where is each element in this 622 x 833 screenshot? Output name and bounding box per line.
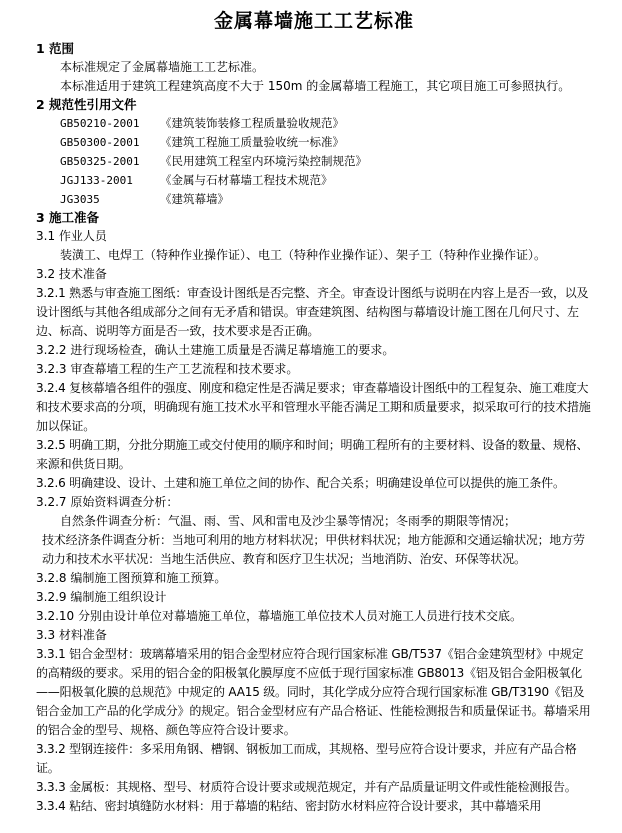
reference-item <box>36 190 592 209</box>
clause-3-2-7: 3.2.7 原始资料调查分析： <box>36 495 179 509</box>
clause-3-2-6: 3.2.6 明确建设、设计、土建和施工单位之间的协作、配合关系；明确建设单位可以提供的施工条件。 <box>36 476 565 490</box>
clause-3-3-4: 3.3.4 粘结、密封填缝防水材料：用于幕墙的粘结、密封防水材料应符合设计要求，其中幕墙采用 <box>36 799 542 813</box>
section-2-heading: 2 规范性引用文件 <box>36 97 137 112</box>
reference-code: JG3035 <box>60 193 100 206</box>
section-3-1-text: 装潢工、电焊工（特种作业操作证）、电工（特种作业操作证）、架子工（特种作业操作证）。 <box>60 248 547 262</box>
reference-name: 《民用建筑工程室内环境污染控制规范》 <box>160 154 367 168</box>
section-3-1-heading: 3.1 作业人员 <box>36 229 107 243</box>
reference-item <box>36 171 592 190</box>
reference-name: 《建筑装饰装修工程质量验收规范》 <box>160 116 344 130</box>
clause-3-3-1: 3.3.1 铝合金型材：玻璃幕墙采用的铝合金型材应符合现行国家标准 GB/T537《铝合金建筑型材》中规定的高精级的要求。采用的铝合金的阳极氧化膜厚度不应低于现行国家标准 GB8013《铝及铝合金阳极氧化——阳极氧化膜的总规范》中规定的 AA15 级。同时，其化学成分应符合现行国家标准 GB/T3190《铝及铝合金加工产品的化学成分》的规定。铝合金型材应有产品合格证、性能检测报告和质量保证书。幕墙采用的铝合金的型号、规格、颜色等应符合设计要求。 <box>36 647 591 737</box>
section-1-paragraph-1: 本标准规定了金属幕墙施工工艺标准。 <box>60 60 265 74</box>
clause-3-2-8: 3.2.8 编制施工图预算和施工预算。 <box>36 571 227 585</box>
reference-code: GB50325-2001 <box>60 155 140 168</box>
reference-name: 《金属与石材幕墙工程技术规范》 <box>160 173 333 187</box>
section-1-heading: 1 范围 <box>36 41 75 56</box>
section-3-heading: 3 施工准备 <box>36 210 100 225</box>
clause-3-2-1: 3.2.1 熟悉与审查施工图纸：审查设计图纸是否完整、齐全。审查设计图纸与说明在内容上是否一致，以及设计图纸与其他各组成部分之间有无矛盾和错误。审查建筑图、结构图与幕墙设计施工图在几何尺寸、左边、标高、说明等方面是否一致，技术要求是否正确。 <box>36 286 589 338</box>
section-1-paragraph-2: 本标准适用于建筑工程建筑高度不大于 150m 的金属幕墙工程施工，其它项目施工可参照执行。 <box>60 79 571 93</box>
reference-code: JGJ133-2001 <box>60 174 133 187</box>
reference-code: GB50210-2001 <box>60 117 140 130</box>
reference-code: GB50300-2001 <box>60 136 140 149</box>
reference-item <box>36 152 592 171</box>
reference-list <box>36 114 592 209</box>
clause-3-2-7-technical-economic: 技术经济条件调查分析：当地可利用的地方材料状况；甲供材料状况；地方能源和交通运输状况；地方劳动力和技术水平状况：当地生活供应、教育和医疗卫生状况；当地消防、治安、环保等状况。 <box>42 533 585 566</box>
clause-3-2-7-natural-conditions: 自然条件调查分析：气温、雨、雪、风和雷电及沙尘暴等情况；冬雨季的期限等情况； <box>60 514 517 528</box>
clause-3-2-5: 3.2.5 明确工期，分批分期施工或交付使用的顺序和时间；明确工程所有的主要材料、设备的数量、规格、来源和供货日期。 <box>36 438 589 471</box>
clause-3-2-9: 3.2.9 编制施工组织设计 <box>36 590 167 604</box>
section-3-2-heading: 3.2 技术准备 <box>36 267 107 281</box>
reference-item <box>36 114 592 133</box>
clause-3-3-2: 3.3.2 型钢连接件：多采用角钢、槽钢、钢板加工而成，其规格、型号应符合设计要求，并应有产品合格证。 <box>36 742 577 775</box>
section-3-3-heading: 3.3 材料准备 <box>36 628 107 642</box>
clause-3-2-4: 3.2.4 复核幕墙各组件的强度、刚度和稳定性是否满足要求；审查幕墙设计图纸中的工程复杂、施工难度大和技术要求高的分项，明确现有施工技术水平和管理水平能否满足工期和质量要求，拟采取可行的技术措施加以保证。 <box>36 381 591 433</box>
reference-item <box>36 133 592 152</box>
clause-3-2-10: 3.2.10 分别由设计单位对幕墙施工单位，幕墙施工单位技术人员对施工人员进行技术交底。 <box>36 609 522 623</box>
reference-name: 《建筑幕墙》 <box>160 192 229 206</box>
clause-3-2-3: 3.2.3 审查幕墙工程的生产工艺流程和技术要求。 <box>36 362 299 376</box>
document-title: 金属幕墙施工工艺标准 <box>213 10 414 32</box>
reference-name: 《建筑工程施工质量验收统一标准》 <box>160 135 344 149</box>
clause-3-2-2: 3.2.2 进行现场检查，确认土建施工质量是否满足幕墙施工的要求。 <box>36 343 395 357</box>
clause-3-3-3: 3.3.3 金属板：其规格、型号、材质符合设计要求或规范规定，并有产品质量证明文件或性能检测报告。 <box>36 780 577 794</box>
